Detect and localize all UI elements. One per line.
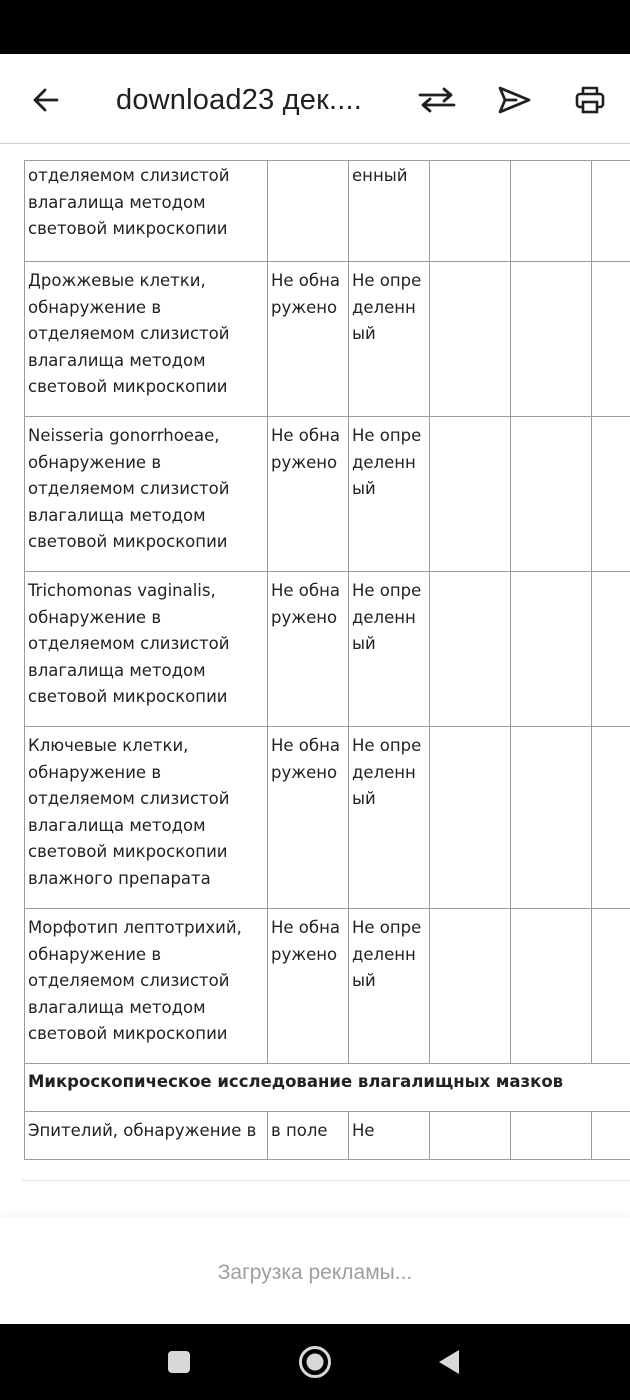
status-bar (0, 0, 630, 54)
table-cell: Не обнаружено (268, 727, 349, 909)
table-cell: Trichomonas vaginalis, обнаружение в отделяемом слизистой влагалища методом световой микроскопии (25, 572, 268, 727)
table-cell (430, 572, 511, 727)
section-heading: Микроскопическое исследование влагалищных мазков (25, 1064, 630, 1112)
table-cell (430, 1112, 511, 1160)
table-row (25, 262, 630, 417)
document-end-divider (22, 1180, 630, 1181)
table-cell: Ключевые клетки, обнаружение в отделяемом слизистой влагалища методом световой микроскопии влажного препарата (25, 727, 268, 909)
home-button[interactable] (295, 1342, 335, 1382)
swap-button[interactable] (415, 78, 459, 122)
document-view[interactable] (0, 144, 630, 1184)
section-heading-row (25, 1064, 630, 1112)
table-cell: отделяемом слизистой влагалища методом световой микроскопии (25, 161, 268, 262)
table-row (25, 1112, 630, 1160)
table-cell (430, 262, 511, 417)
table-cell (511, 1112, 592, 1160)
table-cell: Не определенный (349, 417, 430, 572)
table-cell: Не обнаружено (268, 417, 349, 572)
table-cell (592, 572, 630, 727)
table-cell: Не определенный (349, 909, 430, 1064)
back-button[interactable] (24, 78, 68, 122)
triangle-back-icon (437, 1349, 461, 1375)
print-button[interactable] (568, 78, 612, 122)
square-icon (167, 1350, 191, 1374)
table-row (25, 909, 630, 1064)
table-row (25, 727, 630, 909)
ad-loading-text: Загрузка рекламы... (217, 1261, 413, 1284)
results-table (24, 160, 630, 1160)
table-cell (592, 262, 630, 417)
table-cell (430, 161, 511, 262)
table-cell: Дрожжевые клетки, обнаружение в отделяемом слизистой влагалища методом световой микроскопии (25, 262, 268, 417)
document-title: download23 дек.... (116, 84, 363, 116)
table-cell (511, 909, 592, 1064)
table-cell (592, 909, 630, 1064)
swap-arrows-icon (417, 85, 457, 115)
table-cell (268, 161, 349, 262)
table-cell: Не обнаружено (268, 262, 349, 417)
table-cell: Морфотип лептотрихий, обнаружение в отделяемом слизистой влагалища методом световой микроскопии (25, 909, 268, 1064)
table-cell (511, 417, 592, 572)
table-cell (511, 262, 592, 417)
arrow-left-icon (32, 86, 60, 114)
table-cell: Не обнаружено (268, 572, 349, 727)
table-cell (592, 1112, 630, 1160)
table-cell (592, 727, 630, 909)
table-cell (511, 727, 592, 909)
table-cell (430, 417, 511, 572)
send-icon (496, 85, 532, 115)
table-cell: Не (349, 1112, 430, 1160)
table-cell: Не обнаружено (268, 909, 349, 1064)
table-row (25, 572, 630, 727)
table-cell (592, 161, 630, 262)
table-cell (430, 727, 511, 909)
print-icon (574, 85, 606, 115)
table-row (25, 161, 630, 262)
table-cell (511, 161, 592, 262)
table-cell: Не определенный (349, 727, 430, 909)
table-cell: Neisseria gonorrhoeae, обнаружение в отделяемом слизистой влагалища методом световой микроскопии (25, 417, 268, 572)
table-cell (511, 572, 592, 727)
table-cell: Эпителий, обнаружение в (25, 1112, 268, 1160)
home-circle-icon (298, 1345, 332, 1379)
table-row (25, 417, 630, 572)
table-cell: енный (349, 161, 430, 262)
table-cell (430, 909, 511, 1064)
table-cell: Не определенный (349, 262, 430, 417)
ad-banner[interactable] (0, 1218, 630, 1324)
back-nav-button[interactable] (429, 1342, 469, 1382)
table-cell: Не определенный (349, 572, 430, 727)
navigation-bar (0, 1324, 630, 1400)
table-cell (592, 417, 630, 572)
recents-button[interactable] (159, 1342, 199, 1382)
send-button[interactable] (492, 78, 536, 122)
table-cell: в поле (268, 1112, 349, 1160)
app-bar (0, 54, 630, 144)
